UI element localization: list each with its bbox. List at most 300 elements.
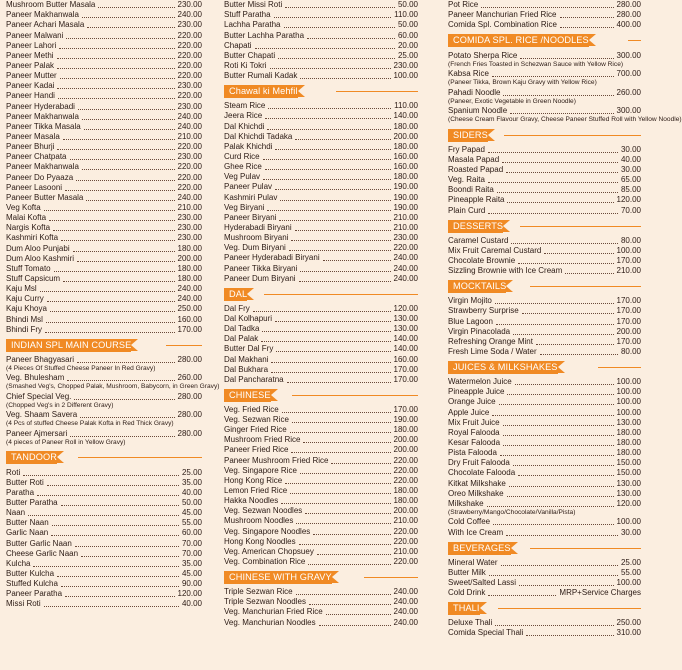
- item-name: Dal Khichdi Tadaka: [224, 131, 293, 141]
- menu-item: [224, 152, 418, 162]
- item-name: Paneer Hyderabadi Biryani: [224, 253, 320, 263]
- menu-item: [224, 375, 418, 385]
- section-header-juices: [448, 361, 641, 374]
- item-price: 140.00: [393, 111, 418, 121]
- item-description: (4 Pcs of stuffed Cheese Palak Kofta in Red Thick Gravy): [6, 420, 174, 428]
- item-price: 240.00: [393, 607, 418, 617]
- dot-leader: [503, 95, 613, 96]
- menu-item: [448, 397, 641, 407]
- item-name: Refreshing Orange Mint: [448, 336, 533, 346]
- item-name: Kashmiri Pulav: [224, 192, 278, 202]
- item-name: Paneer Butter Masala: [6, 192, 84, 202]
- menu-column-2: [224, 0, 418, 670]
- section-rule: [78, 457, 202, 458]
- item-name: Paneer Tikka Masala: [6, 121, 81, 131]
- item-price: 160.00: [393, 162, 418, 172]
- item-name: Paneer Do Pyaaza: [6, 172, 74, 182]
- item-price: 220.00: [393, 465, 418, 475]
- item-price: 240.00: [393, 273, 418, 283]
- dot-leader: [492, 415, 613, 416]
- menu-item: [224, 263, 418, 273]
- menu-item: [448, 246, 641, 256]
- item-name: Garlic Naan: [6, 528, 49, 538]
- dot-leader: [495, 303, 614, 304]
- item-name: Palak Khichdi: [224, 141, 273, 151]
- item-name: Orange Juice: [448, 397, 496, 407]
- dot-leader: [50, 311, 175, 312]
- section-title: DESSERTS: [448, 220, 503, 233]
- item-price: 40.00: [620, 154, 641, 164]
- dot-leader: [53, 230, 175, 231]
- menu-item: [6, 81, 202, 91]
- menu-item: [448, 10, 641, 20]
- section-rule: [504, 135, 641, 136]
- menu-item: [6, 91, 202, 101]
- item-price: 120.00: [393, 303, 418, 313]
- menu-item: [224, 10, 418, 20]
- item-name: Paneer Bhagyasari: [6, 354, 75, 364]
- item-name: Caramel Custard: [448, 235, 509, 245]
- item-name: Paneer Makhanwala: [6, 162, 79, 172]
- item-price: 280.00: [616, 10, 641, 20]
- dot-leader: [290, 493, 390, 494]
- dot-leader: [296, 523, 390, 524]
- item-name: Jeera Rice: [224, 111, 263, 121]
- item-price: 230.00: [393, 60, 418, 70]
- item-price: 220.00: [177, 50, 202, 60]
- dot-leader: [307, 38, 395, 39]
- menu-item: [6, 304, 202, 314]
- item-price: 180.00: [177, 243, 202, 253]
- item-name: Paneer Handi: [6, 91, 55, 101]
- item-list: [448, 618, 641, 638]
- dot-leader: [317, 554, 391, 555]
- item-price: 20.00: [397, 40, 418, 50]
- item-name: Fresh Lime Soda / Water: [448, 347, 537, 356]
- dot-leader: [98, 7, 174, 8]
- item-name: Veg Kofta: [6, 202, 41, 212]
- item-price: 200.00: [393, 506, 418, 516]
- dot-leader: [67, 380, 174, 381]
- dot-leader: [263, 159, 391, 160]
- item-price: 280.00: [177, 410, 202, 420]
- item-price: 240.00: [393, 263, 418, 273]
- menu-item: [224, 51, 418, 61]
- dot-leader: [60, 78, 175, 79]
- menu-item: [6, 132, 202, 142]
- dot-leader: [265, 118, 390, 119]
- item-price: 80.00: [620, 235, 641, 245]
- dot-leader: [296, 594, 391, 595]
- item-name: Veg. Fried Rice: [224, 404, 279, 414]
- dot-leader: [37, 495, 179, 496]
- dot-leader: [65, 596, 174, 597]
- dot-leader: [57, 149, 174, 150]
- item-price: 170.00: [393, 364, 418, 374]
- item-name: Naan: [6, 508, 26, 518]
- menu-item: [448, 588, 641, 598]
- menu-item: [224, 526, 418, 536]
- section-rule: [520, 226, 641, 227]
- item-price: 140.00: [393, 344, 418, 354]
- menu-item: [448, 418, 641, 428]
- dot-leader: [78, 109, 175, 110]
- menu-item: [224, 455, 418, 465]
- menu-item: [448, 458, 641, 468]
- menu-item: [224, 223, 418, 233]
- item-name: Veg. Sezwan Rice: [224, 415, 289, 425]
- item-description: (Chopped Veg's in 2 Different Gravy): [6, 401, 114, 409]
- menu-item: [448, 387, 641, 397]
- item-price: 250.00: [177, 304, 202, 314]
- section-header-desserts: [448, 220, 641, 233]
- menu-item: [6, 467, 202, 477]
- menu-item: [448, 306, 641, 316]
- dot-leader: [300, 473, 391, 474]
- section-rule: [292, 395, 418, 396]
- item-price: 220.00: [177, 60, 202, 70]
- menu-item: [448, 0, 641, 10]
- menu-item: [6, 325, 202, 335]
- dot-leader: [267, 210, 390, 211]
- item-name: Curd Rice: [224, 151, 260, 161]
- dot-leader: [268, 108, 391, 109]
- item-price: 100.00: [616, 377, 641, 387]
- item-name: Paneer Lasooni: [6, 182, 63, 192]
- item-name: Butter Kulcha: [6, 568, 55, 578]
- dot-leader: [287, 382, 391, 383]
- section-title: JUICES & MILKSHAKES: [448, 361, 558, 374]
- item-price: 210.00: [393, 212, 418, 222]
- item-name: Nargis Kofta: [6, 223, 51, 233]
- section-title: COMIDA SPL. RICE /NOODLES: [448, 34, 589, 47]
- dot-leader: [300, 78, 390, 79]
- item-name: Paratha: [6, 487, 35, 497]
- section-title: MOCKTAILS: [448, 280, 506, 293]
- dot-leader: [279, 220, 390, 221]
- item-name: Roti: [6, 467, 21, 477]
- dot-leader: [492, 76, 614, 77]
- menu-item: [448, 377, 641, 387]
- menu-item: [224, 344, 418, 354]
- item-name: Milkshake: [448, 498, 484, 508]
- dot-leader: [265, 169, 391, 170]
- menu-item: [6, 41, 202, 51]
- item-name: Cold Drink: [448, 588, 486, 598]
- menu-item: [6, 254, 202, 264]
- item-name: Steam Rice: [224, 101, 266, 111]
- dot-leader: [77, 261, 175, 262]
- item-price: 40.00: [181, 487, 202, 497]
- menu-item: [224, 101, 418, 111]
- item-name: Virgin Pinacolada: [448, 326, 511, 336]
- menu-item: [6, 203, 202, 213]
- dot-leader: [262, 331, 390, 332]
- item-price: 110.00: [394, 101, 418, 111]
- item-name: Dry Fruit Falooda: [448, 458, 510, 468]
- item-price: 220.00: [177, 91, 202, 101]
- item-price: 180.00: [393, 172, 418, 182]
- item-name: Kitkat Milkshake: [448, 478, 506, 488]
- item-description: (Paneer, Exotic Vegetable in Green Noodle): [448, 97, 576, 105]
- menu-item: [448, 337, 641, 347]
- item-name: Veg. Singapore Rice: [224, 465, 297, 475]
- item-price: 220.00: [393, 536, 418, 546]
- item-name: Paneer Fried Rice: [224, 445, 289, 455]
- menu-item: [224, 445, 418, 455]
- menu-item: [224, 182, 418, 192]
- dot-leader: [303, 442, 390, 443]
- item-list: [6, 354, 220, 448]
- item-name: Kesar Falooda: [448, 437, 501, 447]
- item-price: 230.00: [393, 233, 418, 243]
- menu-item: [6, 599, 202, 609]
- item-list: [224, 304, 418, 385]
- dot-leader: [515, 384, 614, 385]
- menu-item: [6, 274, 202, 284]
- item-name: Veg. Shaam Savera: [6, 410, 78, 420]
- item-name: Oreo Milkshake: [448, 488, 504, 498]
- item-list: [448, 296, 641, 357]
- dot-leader: [276, 351, 390, 352]
- section-title: BEVERAGES: [448, 542, 511, 555]
- section-header-indian-spl: [6, 339, 202, 352]
- item-price: 230.00: [177, 213, 202, 223]
- item-name: Chapati: [224, 40, 252, 50]
- item-price: 190.00: [393, 415, 418, 425]
- item-name: Veg. Manchurian Fried Rice: [224, 607, 323, 617]
- menu-item: [448, 20, 641, 30]
- dot-leader: [291, 452, 390, 453]
- menu-item: [6, 142, 202, 152]
- dot-leader: [255, 48, 395, 49]
- item-price: 170.00: [616, 256, 641, 266]
- dot-leader: [509, 486, 614, 487]
- dot-leader: [299, 281, 391, 282]
- item-price: 220.00: [177, 30, 202, 40]
- dot-leader: [518, 263, 613, 264]
- item-price: 200.00: [616, 326, 641, 336]
- section-header-tandoor: [6, 451, 202, 464]
- menu-item: [6, 392, 202, 402]
- item-description: (Strawberry/Mango/Chocolate/Vanilla/Pista): [448, 508, 576, 516]
- dot-leader: [45, 332, 175, 333]
- item-price: 190.00: [393, 182, 418, 192]
- menu-item: [6, 410, 202, 420]
- dot-leader: [87, 27, 174, 28]
- item-price: 240.00: [393, 617, 418, 627]
- dot-leader: [544, 253, 613, 254]
- dot-leader: [560, 27, 614, 28]
- dot-leader: [511, 243, 618, 244]
- item-price: 280.00: [616, 0, 641, 10]
- item-price: 70.00: [620, 205, 641, 215]
- menu-item: [6, 172, 202, 182]
- item-list: [448, 558, 641, 599]
- section-header-chawal: [224, 85, 418, 98]
- item-name: Lachha Paratha: [224, 20, 281, 30]
- item-price: 60.00: [181, 528, 202, 538]
- menu-item: [224, 0, 418, 10]
- section-title: SIDERS: [448, 129, 488, 142]
- item-description: (French Fries Toasted in Schezwan Sauce with Yellow Rice): [448, 60, 624, 68]
- item-name: Cheese Garlic Naan: [6, 548, 79, 558]
- menu-item: [6, 559, 202, 569]
- menu-column-3: [448, 0, 682, 670]
- item-price: 180.00: [393, 486, 418, 496]
- item-price: 230.00: [177, 223, 202, 233]
- item-name: Dum Aloo Punjabi: [6, 243, 70, 253]
- menu-item: [6, 243, 202, 253]
- dot-leader: [271, 362, 390, 363]
- dot-leader: [510, 113, 613, 114]
- item-price: 85.00: [620, 185, 641, 195]
- item-name: Veg. Dum Biryani: [224, 243, 286, 253]
- item-price: 170.00: [616, 336, 641, 346]
- section-header-thali: [448, 602, 641, 615]
- item-name: Pista Falooda: [448, 448, 497, 458]
- item-price: 120.00: [177, 589, 202, 599]
- item-name: Butter Naan: [6, 518, 49, 528]
- dot-leader: [82, 17, 175, 18]
- item-name: Paneer Manchurian Fried Rice: [448, 10, 557, 20]
- item-name: Chocolate Brownie: [448, 256, 516, 266]
- dot-leader: [63, 281, 174, 282]
- item-name: Missi Roti: [6, 599, 41, 609]
- menu-item: [448, 256, 641, 266]
- menu-item: [224, 274, 418, 284]
- item-price: 230.00: [177, 152, 202, 162]
- dot-leader: [51, 535, 179, 536]
- item-price: 80.00: [620, 347, 641, 356]
- item-name: Veg. Combination Rice: [224, 557, 306, 567]
- menu-item: [448, 327, 641, 337]
- menu-item: [448, 165, 641, 175]
- item-price: 90.00: [181, 579, 202, 589]
- item-price: 190.00: [393, 202, 418, 212]
- menu-item: [448, 145, 641, 155]
- item-price: 180.00: [393, 425, 418, 435]
- item-name: Veg Pulav: [224, 172, 261, 182]
- menu-item: [224, 496, 418, 506]
- dot-leader: [522, 313, 614, 314]
- item-price: 280.00: [177, 354, 202, 364]
- item-list: [6, 0, 202, 335]
- item-price: 190.00: [393, 192, 418, 202]
- item-name: Veg Biryani: [224, 202, 265, 212]
- menu-item: [448, 236, 641, 246]
- item-name: Mix Fruit Juice: [448, 417, 500, 427]
- dot-leader: [309, 604, 391, 605]
- item-price: 45.00: [181, 568, 202, 578]
- menu-item: [224, 111, 418, 121]
- menu-item: [224, 233, 418, 243]
- dot-leader: [76, 180, 174, 181]
- item-name: Blue Lagoon: [448, 316, 493, 326]
- dot-leader: [481, 7, 613, 8]
- menu-item: [224, 537, 418, 547]
- menu-item: [224, 203, 418, 213]
- dot-leader: [57, 58, 175, 59]
- item-name: Kaju Khoya: [6, 304, 47, 314]
- item-name: Stuff Capsicum: [6, 273, 61, 283]
- menu-item: [224, 61, 418, 71]
- dot-leader: [299, 544, 391, 545]
- menu-item: [6, 569, 202, 579]
- item-name: Dal Khichdi: [224, 121, 265, 131]
- item-price: 100.00: [616, 397, 641, 407]
- menu-item: [6, 478, 202, 488]
- item-price: 220.00: [393, 557, 418, 567]
- dot-leader: [267, 129, 390, 130]
- item-price: MRP+Service Charges: [559, 588, 641, 598]
- dot-leader: [536, 344, 614, 345]
- menu-item: [224, 516, 418, 526]
- item-price: 230.00: [177, 0, 202, 10]
- menu-item: [224, 121, 418, 131]
- item-price: 180.00: [393, 141, 418, 151]
- menu-item: [6, 528, 202, 538]
- item-name: With Ice Cream: [448, 527, 504, 537]
- menu-item: [224, 617, 418, 627]
- menu-item: [6, 162, 202, 172]
- menu-item: [6, 508, 202, 518]
- menu-item: [448, 578, 641, 588]
- menu-item: [224, 425, 418, 435]
- menu-item: [448, 499, 641, 509]
- dot-leader: [44, 210, 175, 211]
- item-price: 170.00: [177, 324, 202, 334]
- dot-leader: [57, 88, 174, 89]
- dot-leader: [499, 404, 614, 405]
- item-price: 45.00: [181, 508, 202, 518]
- item-name: Dum Aloo Kashmiri: [6, 253, 75, 263]
- item-price: 220.00: [177, 182, 202, 192]
- item-name: Butter Roti: [6, 477, 44, 487]
- item-price: 280.00: [177, 428, 202, 438]
- item-name: Bhindi Fry: [6, 324, 43, 334]
- item-name: Cold Coffee: [448, 517, 491, 527]
- item-name: Butter Lachha Paratha: [224, 30, 305, 40]
- item-name: Paneer Makhanwala: [6, 10, 79, 20]
- item-name: Dal Makhani: [224, 354, 269, 364]
- menu-item: [448, 106, 641, 116]
- menu-item: [224, 132, 418, 142]
- item-name: Butter Chapati: [224, 50, 276, 60]
- item-price: 60.00: [397, 30, 418, 40]
- item-price: 310.00: [616, 628, 641, 638]
- menu-item: [6, 549, 202, 559]
- dot-leader: [61, 240, 175, 241]
- dot-leader: [46, 322, 175, 323]
- item-name: Paneer Mushroom Fried Rice: [224, 455, 329, 465]
- item-price: 180.00: [177, 273, 202, 283]
- item-name: Chocolate Falooda: [448, 468, 516, 478]
- item-price: 100.00: [616, 407, 641, 417]
- dot-leader: [47, 301, 175, 302]
- section-header-dal: [224, 288, 418, 301]
- item-name: Veg. Sezwan Noodles: [224, 506, 303, 516]
- item-name: Paneer Biryani: [224, 212, 277, 222]
- item-price: 140.00: [393, 334, 418, 344]
- menu-item: [224, 213, 418, 223]
- item-name: Ghee Rice: [224, 162, 262, 172]
- item-name: Mushroom Biryani: [224, 233, 289, 243]
- item-price: 70.00: [181, 538, 202, 548]
- menu-item: [6, 355, 202, 365]
- item-price: 200.00: [393, 435, 418, 445]
- item-price: 260.00: [177, 373, 202, 383]
